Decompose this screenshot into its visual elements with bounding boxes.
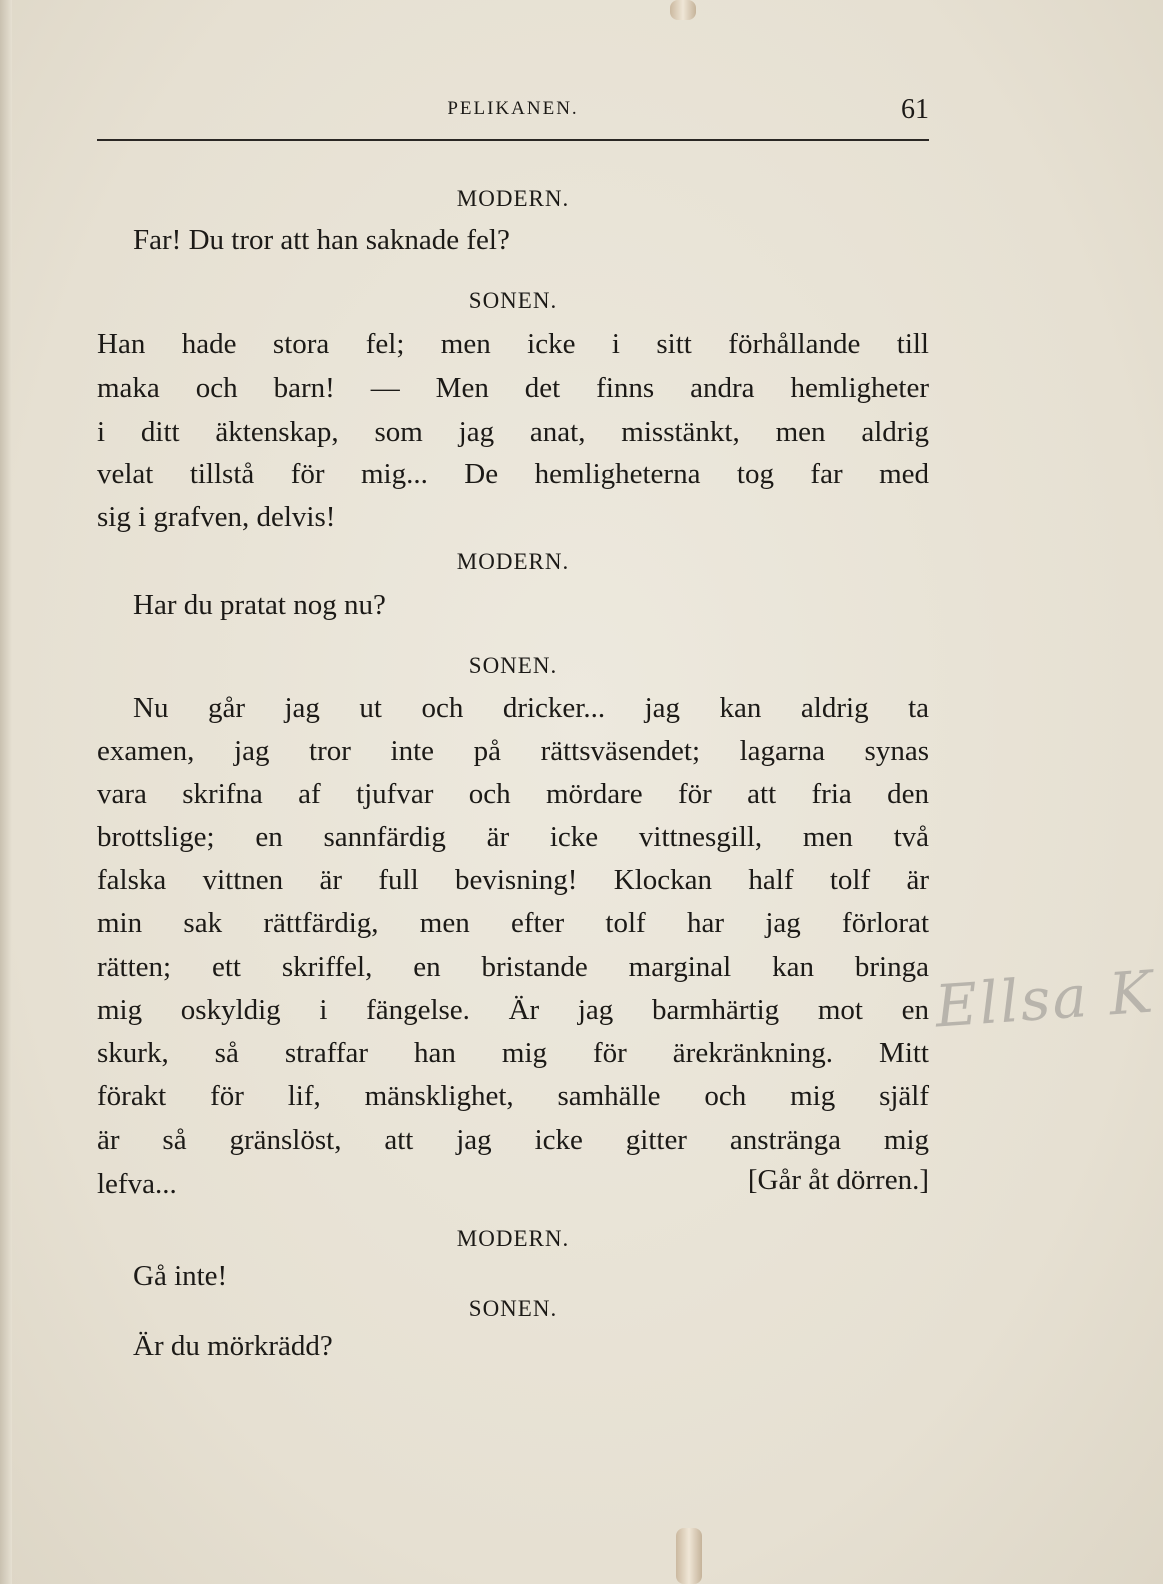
speaker-name: SONEN. [468,288,558,313]
speaker-name: SONEN. [468,653,558,678]
dialogue-line: sig i grafven, delvis! [97,501,336,533]
stage-direction: [Går åt dörren.] [747,1164,929,1196]
speaker-name: MODERN. [456,549,570,574]
dialogue-line: min sak rättfärdig, men efter tolf har jag förlorat [97,907,929,939]
speaker-name: MODERN. [456,186,570,211]
dialogue-line: i ditt äktenskap, som jag anat, misstänkt, men aldrig [97,416,929,448]
dialogue-line: examen, jag tror inte på rättsväsendet; lagarna synas [97,735,929,767]
dialogue-line: rätten; ett skriffel, en bristande marginal kan bringa [97,951,929,983]
speaker-name: SONEN. [468,1296,558,1321]
header-rule [97,139,929,141]
binding-pin-bottom [676,1528,702,1584]
dialogue-line: Har du pratat nog nu? [133,589,386,621]
dialogue-line: skurk, så straffar han mig för ärekränkning. Mitt [97,1037,929,1069]
page-binding-edge [0,0,12,1584]
dialogue-line: maka och barn! — Men det finns andra hemligheter [97,372,929,404]
dialogue-line: lefva... [97,1168,177,1200]
dialogue-line: förakt för lif, mänsklighet, samhälle och mig själf [97,1080,929,1112]
handwritten-signature: Ellsa K [932,957,1157,1041]
dialogue-line: Är du mörkrädd? [133,1330,333,1362]
dialogue-line: brottslige; en sannfärdig är icke vittnesgill, men två [97,821,929,853]
dialogue-line: falska vittnen är full bevisning! Klockan half tolf är [97,864,929,896]
running-header [97,94,929,130]
speaker-name: MODERN. [456,1226,570,1251]
dialogue-line: Han hade stora fel; men icke i sitt förhållande till [97,328,929,360]
dialogue-line: Far! Du tror att han saknade fel? [133,224,510,256]
dialogue-line: Nu går jag ut och dricker... jag kan aldrig ta [133,692,929,724]
dialogue-line: Gå inte! [133,1260,228,1292]
dialogue-line: vara skrifna af tjufvar och mördare för att fria den [97,778,929,810]
dialogue-line: mig oskyldig i fängelse. Är jag barmhärtig mot en [97,994,929,1026]
running-title: PELIKANEN. [447,98,579,119]
dialogue-line: är så gränslöst, att jag icke gitter anstränga mig [97,1124,929,1156]
page-number: 61 [901,94,929,125]
binding-pin-top [670,0,696,20]
dialogue-line: velat tillstå för mig... De hemligheterna tog far med [97,458,929,490]
